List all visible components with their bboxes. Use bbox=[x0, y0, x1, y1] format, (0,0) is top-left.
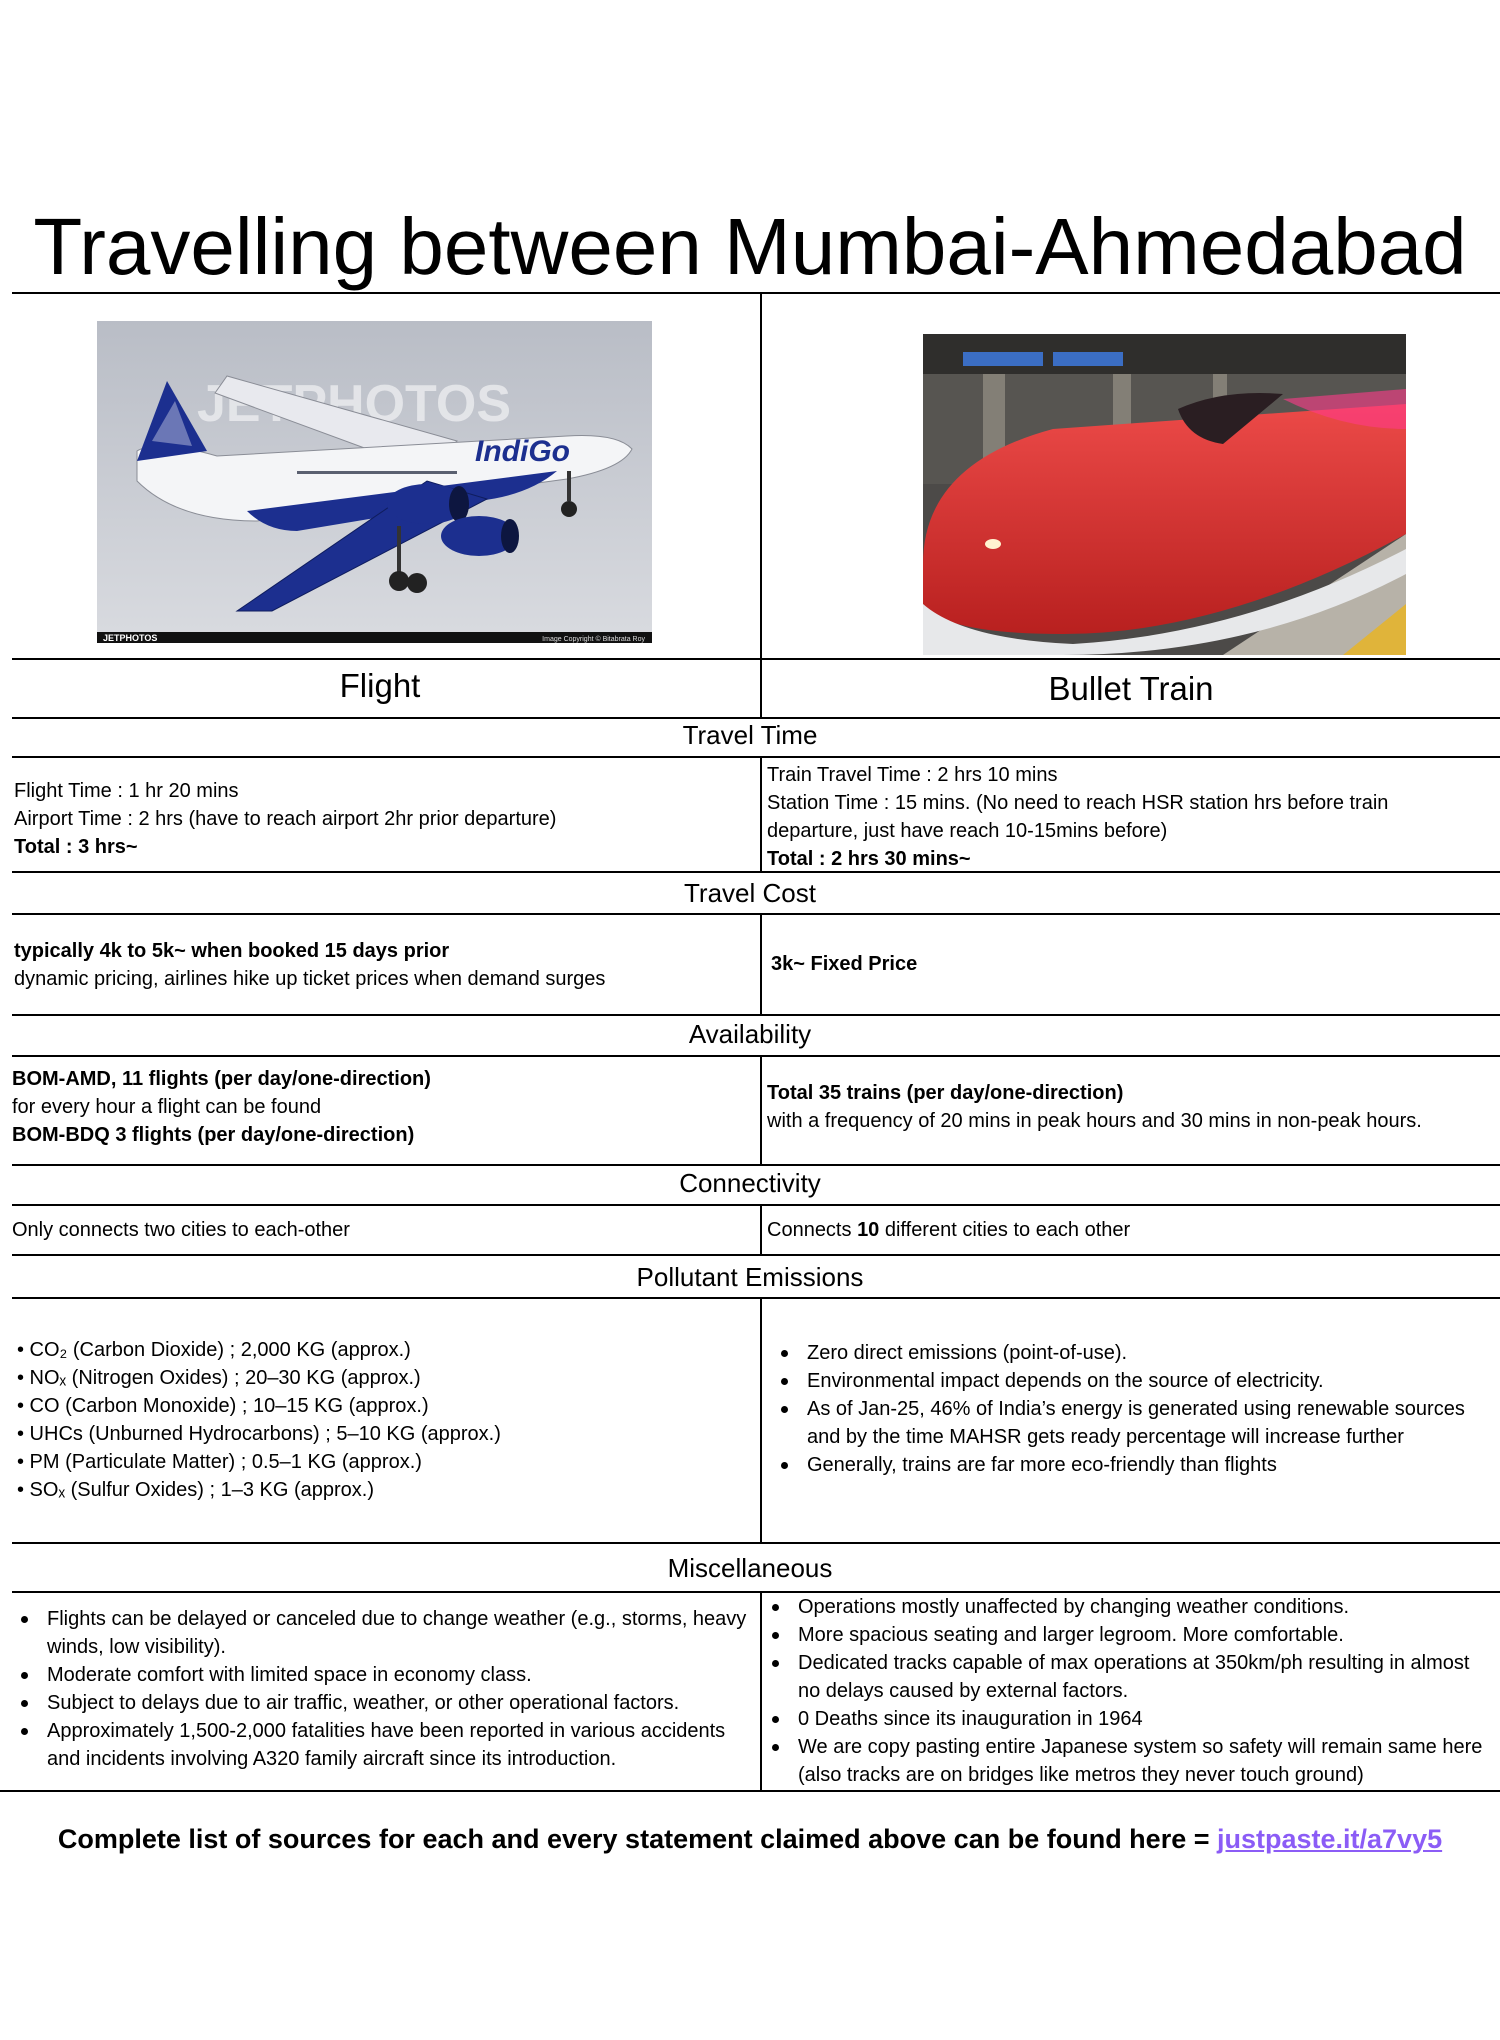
sources-footer bbox=[0, 1822, 1500, 1856]
train-misc bbox=[758, 1593, 1486, 1789]
divider bbox=[12, 913, 1500, 915]
indigo-livery: IndiGo bbox=[475, 435, 570, 468]
flight-cost-line: typically 4k to 5k~ when booked 15 days prior bbox=[14, 940, 450, 962]
divider bbox=[12, 658, 1500, 660]
flight-total-time: Total : 3 hrs~ bbox=[14, 836, 138, 858]
list-item: Flights can be delayed or canceled due to change weather (e.g., storms, heavy winds, low visibility). bbox=[7, 1605, 759, 1661]
section-heading-miscellaneous: Miscellaneous bbox=[667, 1553, 833, 1583]
divider bbox=[12, 756, 1500, 758]
list-item: Subject to delays due to air traffic, weather, or other operational factors. bbox=[7, 1689, 759, 1717]
column-divider bbox=[760, 292, 762, 717]
divider bbox=[12, 292, 1500, 294]
flight-time-line: Flight Time : 1 hr 20 mins bbox=[14, 780, 239, 802]
list-item: More spacious seating and larger legroom. More comfortable. bbox=[758, 1621, 1486, 1649]
train-fixed-price: 3k~ Fixed Price bbox=[771, 953, 918, 975]
list-item: Operations mostly unaffected by changing weather conditions. bbox=[758, 1593, 1486, 1621]
list-item: Approximately 1,500-2,000 fatalities have been reported in various accidents and incidents involving A320 family aircraft since its introduction. bbox=[7, 1717, 759, 1773]
train-frequency: with a frequency of 20 mins in peak hours and 30 mins in non-peak hours. bbox=[767, 1110, 1422, 1132]
airport-time-line: Airport Time : 2 hrs (have to reach airport 2hr prior departure) bbox=[14, 808, 557, 830]
train-connectivity-prefix: Connects bbox=[767, 1219, 858, 1241]
column-divider bbox=[760, 1297, 762, 1542]
train-time-line: Train Travel Time : 2 hrs 10 mins bbox=[767, 764, 1058, 786]
divider bbox=[12, 1297, 1500, 1299]
image-copyright: Image Copyright © Bitabrata Roy bbox=[542, 636, 645, 643]
list-item: Zero direct emissions (point-of-use). bbox=[767, 1339, 1467, 1367]
station-time-line: Station Time : 15 mins. (No need to reach HSR station hrs before train departure, just have reach 10-15mins before) bbox=[767, 792, 1389, 842]
column-divider bbox=[760, 1204, 762, 1255]
flight-photo bbox=[97, 321, 652, 643]
hourly-flights: for every hour a flight can be found bbox=[12, 1096, 322, 1118]
train-connectivity-suffix: different cities to each other bbox=[879, 1219, 1131, 1241]
uhc-emission: • UHCs (Unburned Hydrocarbons) ; 5–10 KG (approx.) bbox=[17, 1423, 501, 1445]
section-heading-availability: Availability bbox=[688, 1019, 812, 1049]
column-header-flight: Flight bbox=[339, 667, 421, 704]
column-divider bbox=[760, 756, 762, 872]
divider bbox=[12, 1055, 1500, 1057]
column-header-bullet-train: Bullet Train bbox=[1048, 670, 1214, 707]
total-trains: Total 35 trains (per day/one-direction) bbox=[767, 1082, 1124, 1104]
sources-text: Complete list of sources for each and every statement claimed above can be found here = bbox=[57, 1824, 1217, 1854]
list-item: Dedicated tracks capable of max operations at 350km/ph resulting in almost no delays caused by external factors. bbox=[758, 1649, 1486, 1705]
section-heading-travel-time: Travel Time bbox=[682, 720, 818, 750]
divider bbox=[12, 1542, 1500, 1544]
section-heading-travel-cost: Travel Cost bbox=[684, 878, 816, 908]
column-divider bbox=[760, 1055, 762, 1165]
list-item: Moderate comfort with limited space in economy class. bbox=[7, 1661, 759, 1689]
list-item: 0 Deaths since its inauguration in 1964 bbox=[758, 1705, 1486, 1733]
flight-connectivity: Only connects two cities to each-other bbox=[12, 1219, 350, 1241]
divider bbox=[12, 1014, 1500, 1016]
list-item: We are copy pasting entire Japanese system so safety will remain same here (also tracks are on bridges like metros they never touch ground) bbox=[758, 1733, 1486, 1789]
section-heading-connectivity: Connectivity bbox=[679, 1168, 821, 1198]
train-travel-time bbox=[767, 761, 1482, 873]
list-item: Environmental impact depends on the source of electricity. bbox=[767, 1367, 1467, 1395]
list-item: As of Jan-25, 46% of India’s energy is generated using renewable sources and by the time MAHSR gets ready percentage will increase further bbox=[767, 1395, 1467, 1451]
divider bbox=[0, 1790, 1500, 1792]
column-divider bbox=[760, 913, 762, 1014]
pm-emission: • PM (Particulate Matter) ; 0.5–1 KG (approx.) bbox=[17, 1451, 422, 1473]
bom-bdq-flights: BOM-BDQ 3 flights (per day/one-direction) bbox=[12, 1124, 415, 1146]
divider bbox=[12, 1164, 1500, 1166]
sox-emission: • SOₓ (Sulfur Oxides) ; 1–3 KG (approx.) bbox=[17, 1479, 375, 1501]
train-total-time: Total : 2 hrs 30 mins~ bbox=[767, 848, 971, 870]
flight-dynamic-pricing: dynamic pricing, airlines hike up ticket prices when demand surges bbox=[14, 968, 606, 990]
train-connectivity-count: 10 bbox=[857, 1219, 880, 1241]
jetphotos-credit: JETPHOTOS bbox=[103, 633, 158, 643]
train-emissions bbox=[767, 1339, 1467, 1479]
page-title: Travelling between Mumbai-Ahmedabad bbox=[33, 202, 1467, 291]
train-connectivity bbox=[767, 1216, 1492, 1244]
flight-misc bbox=[7, 1605, 759, 1773]
flight-travel-time bbox=[14, 777, 754, 861]
divider bbox=[12, 717, 1500, 719]
jetphotos-watermark: JETPHOTOS bbox=[197, 375, 512, 433]
bullet-train-photo bbox=[923, 334, 1406, 655]
flight-travel-cost bbox=[14, 937, 754, 993]
sources-link[interactable]: justpaste.it/a7vy5 bbox=[1217, 1824, 1443, 1854]
train-availability bbox=[767, 1079, 1492, 1135]
section-heading-pollutant-emissions: Pollutant Emissions bbox=[636, 1262, 864, 1292]
bom-amd-flights: BOM-AMD, 11 flights (per day/one-direction) bbox=[12, 1068, 431, 1090]
list-item: Generally, trains are far more eco-friendly than flights bbox=[767, 1451, 1467, 1479]
divider bbox=[12, 1204, 1500, 1206]
co-emission: • CO (Carbon Monoxide) ; 10–15 KG (approx.) bbox=[17, 1395, 429, 1417]
flight-availability bbox=[12, 1065, 752, 1149]
flight-emissions bbox=[17, 1336, 752, 1504]
nox-emission: • NOₓ (Nitrogen Oxides) ; 20–30 KG (approx.) bbox=[17, 1367, 421, 1389]
co2-emission: • CO₂ (Carbon Dioxide) ; 2,000 KG (approx.) bbox=[17, 1339, 411, 1361]
divider bbox=[12, 1254, 1500, 1256]
